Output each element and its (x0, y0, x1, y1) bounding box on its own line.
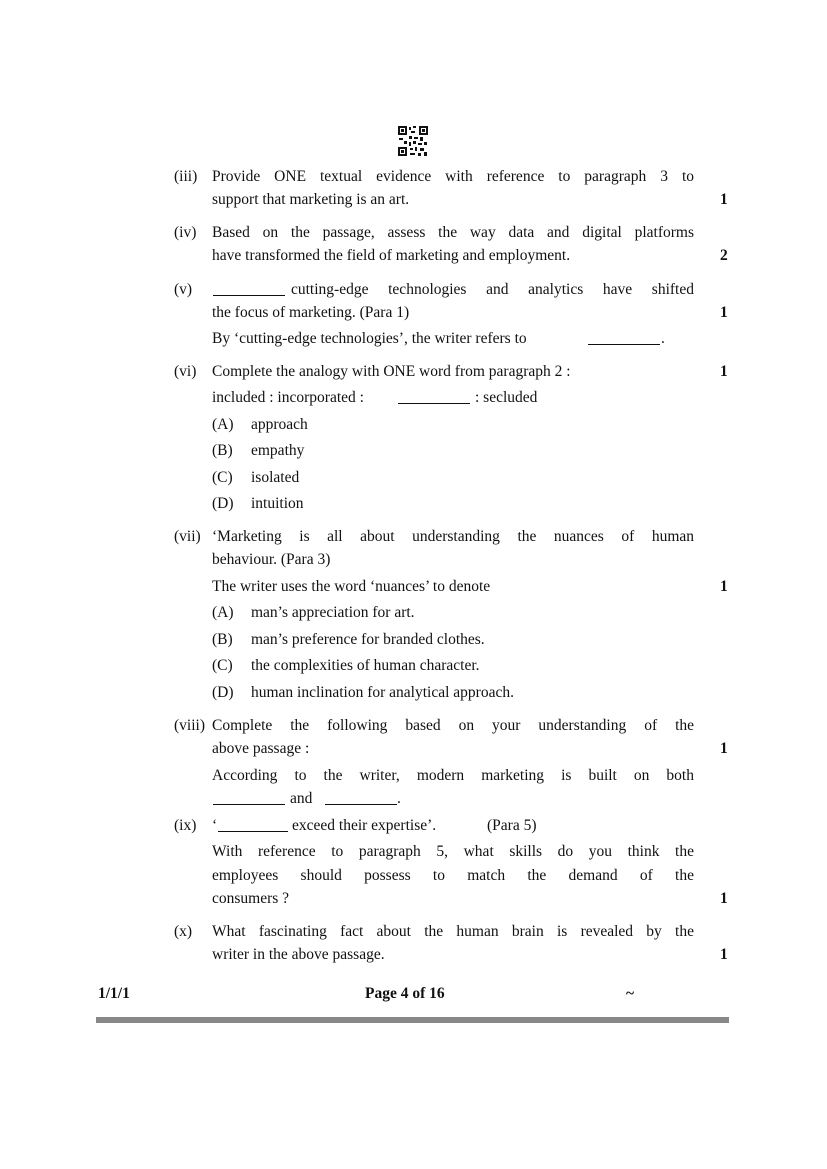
question-text: Provide ONE textual evidence with reference to paragraph 3 to (212, 168, 694, 185)
option-label[interactable]: (C) (212, 469, 233, 486)
option-text[interactable]: approach (251, 416, 308, 433)
question-text: consumers ? (212, 890, 290, 907)
question-text: exceed their expertise’. (292, 817, 437, 834)
question-number: (ix) (174, 817, 197, 834)
question-number: (iii) (174, 168, 198, 185)
question-text: behaviour. (Para 3) (212, 551, 331, 568)
qr-code-icon (397, 125, 429, 157)
question-number: (vi) (174, 363, 197, 380)
option-text[interactable]: the complexities of human character. (251, 657, 480, 674)
marks: 1 (720, 304, 728, 321)
marks: 1 (720, 740, 728, 757)
answer-blank[interactable] (213, 281, 285, 296)
paper-code: 1/1/1 (98, 985, 130, 1002)
option-label[interactable]: (D) (212, 495, 234, 512)
question-text: cutting-edge technologies and analytics have shifted (291, 281, 694, 298)
question-number: (x) (174, 923, 193, 940)
question-text: Based on the passage, assess the way data and digital platforms (212, 224, 694, 241)
question-text: above passage : (212, 740, 310, 757)
question-text: Complete the following based on your understanding of the (212, 717, 694, 734)
question-text: By ‘cutting-edge technologies’, the writer refers to (212, 330, 527, 347)
question-text: support that marketing is an art. (212, 191, 410, 208)
question-text: According to the writer, modern marketing is built on both (212, 767, 694, 784)
question-text: employees should possess to match the demand of the (212, 867, 694, 884)
question-number: (iv) (174, 224, 197, 241)
answer-blank[interactable] (218, 817, 288, 832)
option-label[interactable]: (B) (212, 631, 233, 648)
option-text[interactable]: human inclination for analytical approach. (251, 684, 514, 701)
answer-blank[interactable] (213, 790, 285, 805)
option-label[interactable]: (D) (212, 684, 234, 701)
marks: 1 (720, 578, 728, 595)
option-label[interactable]: (A) (212, 604, 234, 621)
option-label[interactable]: (A) (212, 416, 234, 433)
question-text: : secluded (475, 389, 538, 406)
question-text: Complete the analogy with ONE word from paragraph 2 : (212, 363, 571, 380)
para-reference: (Para 5) (487, 817, 537, 834)
option-text[interactable]: isolated (251, 469, 300, 486)
question-text: have transformed the field of marketing and employment. (212, 247, 571, 264)
option-text[interactable]: empathy (251, 442, 305, 459)
answer-blank[interactable] (398, 389, 470, 404)
option-label[interactable]: (B) (212, 442, 233, 459)
option-text[interactable]: man’s preference for branded clothes. (251, 631, 485, 648)
option-label[interactable]: (C) (212, 657, 233, 674)
option-text[interactable]: man’s appreciation for art. (251, 604, 415, 621)
marks: 1 (720, 191, 728, 208)
page-number: Page 4 of 16 (365, 985, 445, 1002)
punctuation: . (661, 330, 665, 347)
question-text: ‘Marketing is all about understanding the nuances of human (212, 528, 694, 545)
marks: 1 (720, 363, 728, 380)
marks: 1 (720, 890, 728, 907)
question-number: (v) (174, 281, 193, 298)
question-text: included : incorporated : (212, 389, 364, 406)
marks: 2 (720, 247, 728, 264)
marks: 1 (720, 946, 728, 963)
footer-mark: ~ (626, 985, 635, 1002)
question-number: (vii) (174, 528, 201, 545)
question-number: (viii) (174, 717, 205, 734)
question-text: the focus of marketing. (Para 1) (212, 304, 410, 321)
question-text: With reference to paragraph 5, what skills do you think the (212, 843, 694, 860)
punctuation: . (397, 790, 401, 807)
question-text: and (290, 790, 313, 807)
question-text: The writer uses the word ‘nuances’ to denote (212, 578, 491, 595)
question-text: What fascinating fact about the human brain is revealed by the (212, 923, 694, 940)
option-text[interactable]: intuition (251, 495, 304, 512)
footer-rule (96, 1017, 729, 1023)
open-quote: ‘ (212, 817, 218, 834)
answer-blank[interactable] (325, 790, 397, 805)
question-text: writer in the above passage. (212, 946, 385, 963)
answer-blank[interactable] (588, 330, 660, 345)
